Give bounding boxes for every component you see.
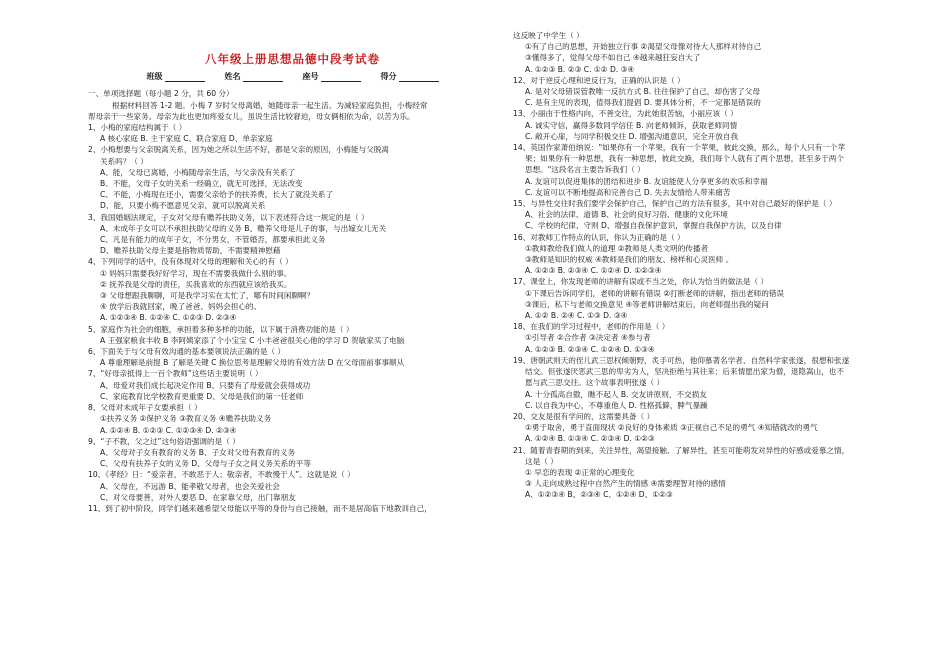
text-line: ①引导者 ②合作者 ③决定者 ④参与者 (525, 333, 651, 343)
text-line: 15、与异性交往时我们要学会保护自己，保护自己的方法有很多，其中对自己最好的保护是（ ） (513, 199, 837, 209)
text-line: D、能，只要小梅不愿意见父亲，就可以脱离关系 (100, 201, 266, 211)
text-line: A 王强家粮食丰收 B 李阿姨家添了个小宝宝 C 小丰爸爸很关心他的学习 D 贺敏家买了电脑 (100, 335, 405, 345)
text-line: ①有了自己的思想，开始独立行事 ②渴望父母像对待大人那样对待自己 (525, 42, 762, 52)
text-line: 5、家庭作为社会的细胞，承担着多种多样的功能，以下属于消费功能的是（ ） (88, 324, 354, 334)
text-line: 17、课堂上，你发现老师的讲解有误或不当之处，你认为恰当的做法是（ ） (513, 277, 769, 287)
text-line: 愿与武三思交往。这个故事表明张遂（ ） (525, 378, 665, 388)
text-line: ① 早恋的表现 ②正常的心理变化 (525, 467, 635, 477)
name-field[interactable] (225, 71, 283, 82)
name-blank[interactable] (243, 72, 283, 82)
text-line: A. 十分孤高自傲，瞧不起人 B. 交友讲原则，不交损友 (525, 389, 707, 399)
text-line: C、父母有扶养子女的义务 D、父母与子女之间义务关系的平等 (100, 459, 311, 469)
text-line: A. ①②③ B. ②③ C. ①② D. ③④ (525, 64, 635, 74)
text-line: A、母爱对我们成长起决定作用 B、只要有了母爱就会获得成功 (100, 380, 311, 390)
seat-blank[interactable] (321, 72, 361, 82)
page-title: 八年级上册思想品德中段考试卷 (205, 52, 380, 66)
text-line: A、父母在，不远游 B、能孝敬父母者，也会关爱社会 (100, 481, 280, 491)
text-line: ③课后，私下与老师交换意见 ④等老师讲解结束后，向老师提出我的疑问 (525, 299, 769, 309)
text-line: ①扶养义务 ②保护义务 ③教育义务 ④赡养扶助义务 (100, 414, 272, 424)
class-label: 班级 (146, 72, 163, 82)
text-line: 7、“好母亲抵得上一百个教师”这些话主要说明（ ） (88, 369, 263, 379)
text-line: A、父母对子女有教育的义务 B、子女对父母有教育的义务 (100, 447, 296, 457)
seat-field[interactable] (303, 71, 361, 82)
text-line: C、学校的纪律、守则 D、增强自我保护意识，掌握自我保护方法，以及自律 (525, 221, 782, 231)
text-line: A. 友谊可以促进集体的团结和进步 B. 友谊能使人分享更多的欢乐和幸福 (525, 176, 768, 186)
left-column (88, 30, 497, 514)
text-line: ③懂得多了，觉得父母不如自己 ④越来越狂妄自大了 (525, 53, 701, 63)
text-line: A. ①②③④ B. ①②④ C. ①②③ D. ②③④ (100, 313, 237, 323)
text-line: 8、父母对未成年子女要承担（ ） (88, 403, 202, 413)
text-line: 根据材料回答 1-2 题。小梅 7 岁时父母离婚，她随母亲一起生活。为减轻家庭负担，小梅经常 (112, 100, 428, 110)
text-line: A. 是对父母错误管教唯一反抗方式 B. 往往保护了自己，却伤害了父母 (525, 87, 760, 97)
text-line: 一、单项选择题（每小题 2 分，共 60 分） (88, 89, 234, 99)
text-line: C、凡是有能力的成年子女，不分男女，不管婚否，都要承担此义务 (100, 235, 326, 245)
text-line: 1、小梅的家庭结构属于（ ） (88, 123, 187, 133)
text-line: A 核心家庭 B. 主干家庭 C、联合家庭 D、单亲家庭 (100, 134, 273, 144)
text-line: A. 诚实守信，赢得多数同学信任 B. 向老师倾诉，获取老师同情 (525, 120, 738, 130)
right-column (513, 30, 922, 514)
text-line: C. 以自我为中心，不尊重他人 D. 性格孤僻，脾气暴躁 (525, 400, 708, 410)
text-line: A. ①②④ B. ①③④ C. ②③④ D. ①②③ (525, 434, 655, 444)
text-line: 思想。"这段名言主要告诉我们（ ） (525, 165, 645, 175)
text-line: C、家庭教育比学校教育更重要 D、父母是我们的第一任老师 (100, 391, 304, 401)
text-line: 19、唐朝武则天的侄儿武三思权倾朝野，炙手可热，他仰慕著名学者、自然科学家张遂，很想和张遂 (513, 355, 850, 365)
text-line: A. ①② B. ②④ C. ①③ D. ③④ (525, 311, 628, 321)
text-line: 16、对教师工作特点的认识，你认为正确的是（ ） (513, 232, 685, 242)
text-line: ② 抚养我是父母的责任，买我喜欢的东西就应该给我买。 (100, 279, 292, 289)
text-line: A、社会的法律、道德 B、社会的良好习俗、健康的文化环境 (525, 210, 728, 220)
text-line: A 尊重理解是前提 B 了解是关键 C 换位思考是理解父母的有效方法 D 在父母面前事事顺从 (100, 358, 405, 368)
text-line: ①教师教给我们做人的道理 ②教师是人类文明的传播者 (525, 243, 709, 253)
text-line: A、能，父母已离婚，小梅随母亲生活，与父亲没有关系了 (100, 167, 296, 177)
text-line: 14、英国作家萧伯纳说："如果你有一个苹果，我有一个苹果，彼此交换，那么，每个人只有一个苹 (513, 143, 846, 153)
text-line: 10、《孝经》日：“爱亲者，不敢恶于人；敬亲者，不敢慢于人”。这就是说（ ） (88, 470, 355, 480)
text-line: 果；如果你有一种思想，我有一种思想，彼此交换，我们每个人就有了两个思想，甚至多于两个 (525, 154, 844, 164)
text-line: ③教师是知识的权威 ④教师是我们的朋友、榜样和心灵医师 。 (525, 255, 734, 265)
text-line: C、对父母要善，对外人要恶 D、在家靠父母，出门靠朋友 (100, 492, 296, 502)
text-line: ① 妈妈只需要我好好学习，现在不需要我做什么别的事。 (100, 268, 292, 278)
text-line: A、①②③④ B、②③④ C、①②④ D、①②③ (525, 490, 673, 500)
text-line: C. 敞开心扉，与同学积极交往 D. 增强沟通意识，完全开放自我 (525, 131, 739, 141)
left-question-list (88, 88, 497, 514)
text-line: 4、下列同学的话中，没有体现对父母的理解和关心的有（ ） (88, 257, 293, 267)
class-field[interactable] (147, 71, 205, 82)
name-label: 姓名 (224, 72, 241, 82)
student-info-row (88, 71, 497, 82)
text-line: C、不能，小梅现在还小，需要父亲给予的扶养费，长大了就没关系了 (100, 190, 334, 200)
text-line: 20、交友是很有学问的，这需要具备（ ） (513, 411, 655, 421)
text-line: 帮母亲干一些家务。母亲为此也更加疼爱女儿，虽说生活比较窘迫，母女俩相依为命，以苦为乐。 (88, 111, 415, 121)
score-label: 得分 (380, 72, 397, 82)
seat-label: 座号 (302, 72, 319, 82)
text-line: A. ①②③ B. ②③④ C. ①②④ D. ①③④ (525, 344, 655, 354)
text-line: ③ 人走向成熟过程中自然产生的情感 ④需要理智对待的感情 (525, 479, 726, 489)
score-field[interactable] (381, 71, 439, 82)
text-line: 13、小丽由于性格内向，不善交往，为此她很苦恼，小丽应该（ ） (513, 109, 738, 119)
text-line: 这是（ ） (525, 456, 558, 466)
text-line: B、不能，父母子女的关系一经确立，就无可选择，无法改变 (100, 179, 303, 189)
text-line: D、赡养扶助父母主要是指物质帮助，不需要精神慰藉 (100, 246, 281, 256)
text-line: 关系吗？（ ） (100, 156, 148, 166)
score-blank[interactable] (399, 72, 439, 82)
text-line: C. 是有主见的表现，值得我们提倡 D. 要具体分析，不一定都是错误的 (525, 98, 761, 108)
text-line: 9、“子不教，父之过”这句俗语强调的是（ ） (88, 436, 240, 446)
text-line: 2、小梅想要与父亲脱离关系，因为她之所以生活不好，都是父亲的原因，小梅能与父脱离 (88, 145, 389, 155)
right-question-list (513, 30, 922, 501)
text-line: ③ 父母想跟我聊聊，可是我学习实在太忙了，哪有时间闲聊啊？ (100, 291, 315, 301)
text-line: C. 友谊可以不断地提高和完善自己 D. 失去友情给人带来痛苦 (525, 187, 731, 197)
text-line: ④ 放学后我就回家，晚了爸爸、妈妈会担心的。 (100, 302, 262, 312)
class-blank[interactable] (165, 72, 205, 82)
text-line: ①下课后告诉同学们，老师的讲解有错误 ②打断老师的讲解，指出老师的错误 (525, 288, 785, 298)
text-line: A. ①②④ B. ①②③ C. ①②③④ D. ②③④ (100, 425, 237, 435)
two-column-layout (88, 30, 922, 514)
text-line: A. ①②③ B. ②③④ C. ①②④ D. ①②③④ (525, 266, 662, 276)
text-line: 12、对于逆反心理和逆反行为，正确的认识是（ ） (513, 75, 685, 85)
text-line: ①勇于取舍，勇于直面现状 ②良好的身体素质 ③正视自己不足的勇气 ④知错就改的勇气 (525, 423, 818, 433)
text-line: 3、我国婚姻法规定，子女对父母有赡养扶助义务，以下表述符合这一规定的是（ ） (88, 212, 369, 222)
text-line: 18、在我们的学习过程中，老师的作用是（ ） (513, 322, 670, 332)
text-line: 21、随着青春期的到来，关注异性，渴望接触、了解异性，甚至可能萌发对异性的好感或爱慕之情， (513, 445, 850, 455)
text-line: 6、下面关于与父母有效沟通的基本要领说法正确的是（ ） (88, 347, 286, 357)
text-line: A、未成年子女可以不承担扶助父母的义务 B、赡养父母是儿子的事，与出嫁女儿无关 (100, 223, 387, 233)
text-line: 这反映了中学生（ ） (513, 31, 584, 40)
text-line: 结交。但张遂厌恶武三思的卑劣为人，坚决拒绝与其往来；后来情愿出家为僧，退隐嵩山，也不 (525, 367, 844, 377)
text-line: 11、到了初中阶段，同学们越来越希望父母能以平等的身份与自己接触，而不是居高临下地教训自己， (88, 503, 432, 513)
